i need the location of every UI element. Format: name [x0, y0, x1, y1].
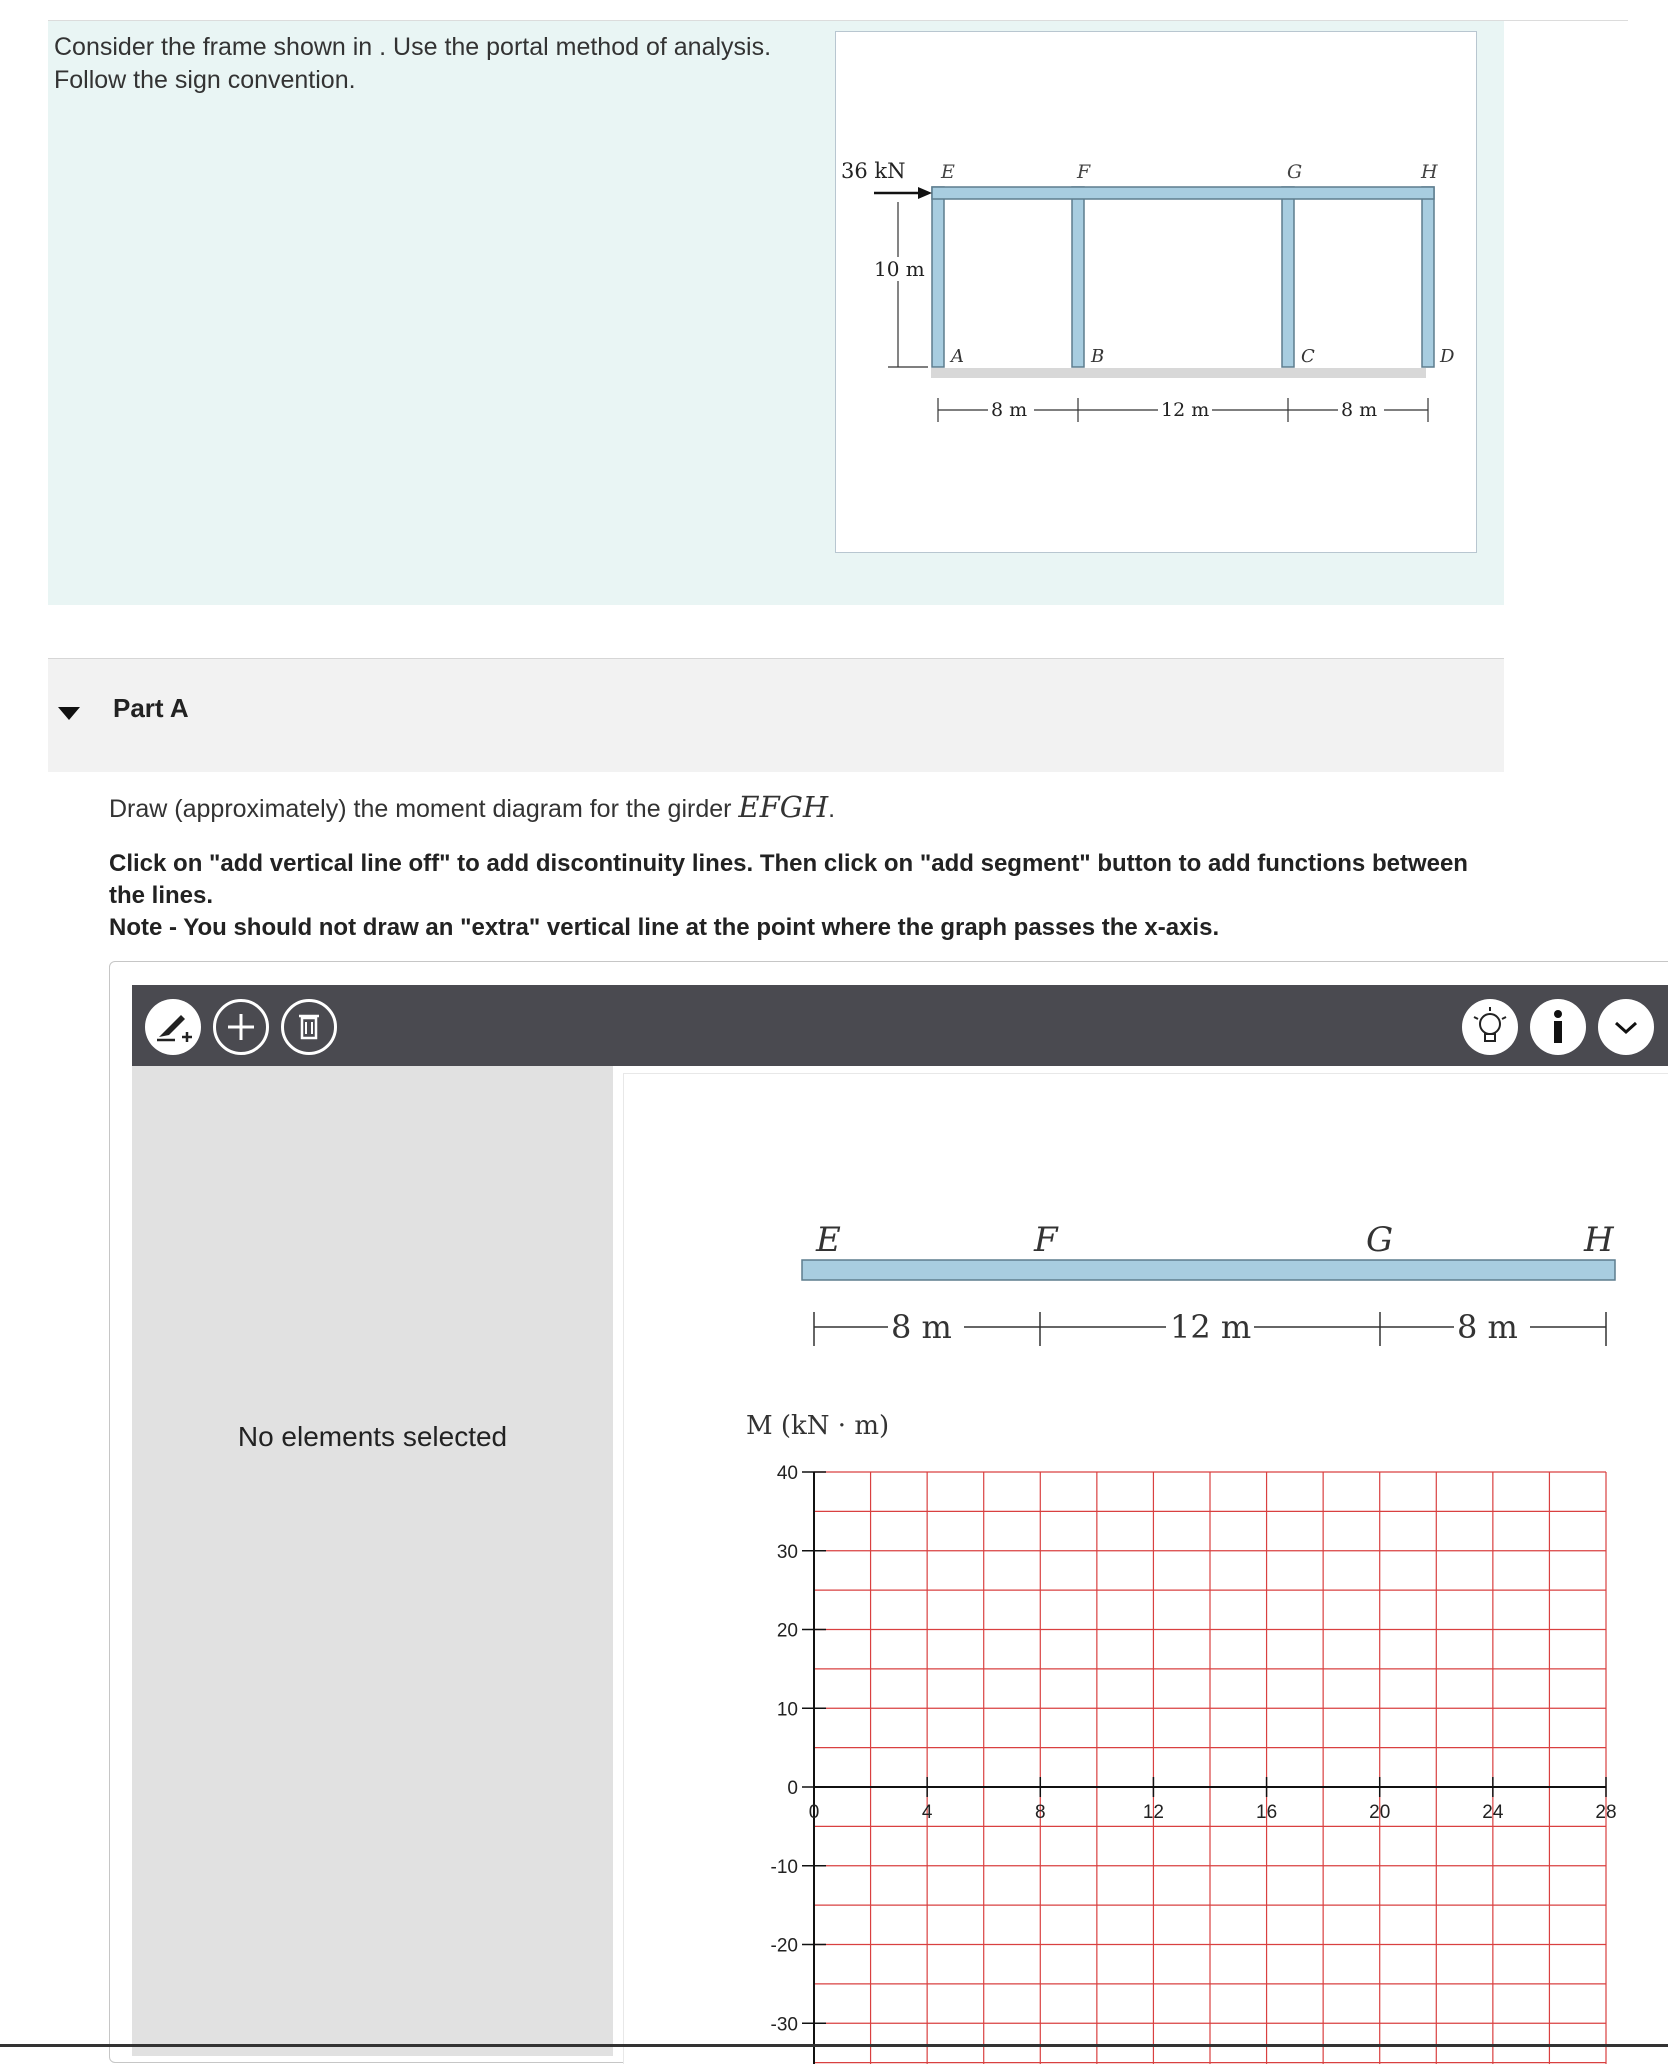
joint-label-e: E — [941, 161, 955, 183]
problem-intro — [48, 21, 1504, 605]
load-arrowhead — [918, 187, 932, 199]
joint-label-f: F — [1077, 161, 1091, 183]
add-vertical-line-button[interactable] — [145, 999, 201, 1055]
chevron-down-icon — [1598, 999, 1654, 1055]
delete-button[interactable] — [281, 999, 337, 1055]
add-segment-button[interactable] — [213, 999, 269, 1055]
y-tick-label: 30 — [776, 1541, 798, 1563]
y-tick-label: 20 — [776, 1620, 798, 1642]
more-button[interactable] — [1598, 999, 1654, 1055]
y-tick-label: -20 — [770, 1935, 798, 1957]
x-tick-label: 28 — [1595, 1802, 1617, 1823]
beam-efgh — [802, 1260, 1615, 1280]
y-tick-label: -10 — [770, 1856, 798, 1878]
x-tick-label: 24 — [1482, 1802, 1504, 1823]
collapse-triangle-icon[interactable] — [56, 701, 82, 727]
properties-panel — [132, 1066, 613, 2056]
column-dh — [1422, 187, 1434, 367]
prompt-text: Draw (approximately) the moment diagram for the girder — [109, 795, 732, 823]
girder-efgh — [932, 187, 1434, 199]
span-label-1: 8 m — [991, 399, 1028, 421]
ground-hatch — [931, 368, 1426, 378]
part-prompt — [109, 790, 835, 824]
part-a-header[interactable] — [48, 658, 1504, 772]
joint-label-b: B — [1091, 346, 1105, 367]
beam-span-label-3: 8 m — [1457, 1308, 1518, 1346]
span-label-3: 8 m — [1341, 399, 1378, 421]
beam-label-g: G — [1366, 1220, 1394, 1260]
graph-toolbar — [132, 985, 1668, 1066]
y-tick-label: 10 — [776, 1699, 798, 1721]
instruction-line-1: Click on "add vertical line off" to add discontinuity lines. Then click on "add segment" button to add functions between the lines. — [109, 850, 1468, 909]
beam-span-label-2: 12 m — [1170, 1308, 1252, 1346]
lightbulb-icon — [1462, 999, 1518, 1055]
prompt-period: . — [828, 795, 836, 823]
joint-label-c: C — [1301, 346, 1315, 367]
pen-plus-icon — [145, 999, 201, 1055]
graph-canvas[interactable] — [623, 1073, 1668, 2064]
joint-label-g: G — [1287, 161, 1303, 183]
intro-line-2: Follow the sign convention. — [54, 66, 356, 94]
trash-icon — [284, 1002, 334, 1052]
y-tick-label: 40 — [776, 1463, 798, 1484]
x-tick-label: 20 — [1369, 1802, 1391, 1823]
moment-graph[interactable] — [624, 1074, 1668, 2064]
beam-label-h: H — [1584, 1220, 1614, 1260]
prompt-math: EFGH — [738, 790, 829, 824]
plus-icon — [216, 1002, 266, 1052]
x-tick-label: 4 — [921, 1802, 933, 1823]
joint-label-h: H — [1421, 161, 1438, 183]
info-icon — [1530, 999, 1586, 1055]
frame-figure — [835, 31, 1477, 553]
joint-label-d: D — [1440, 346, 1455, 367]
beam-label-f: F — [1034, 1220, 1058, 1260]
intro-text — [54, 31, 854, 97]
joint-label-a: A — [951, 346, 964, 367]
instruction-line-2: Note - You should not draw an "extra" vertical line at the point where the graph passes the x-axis. — [109, 914, 1220, 941]
beam-label-e: E — [816, 1220, 841, 1260]
beam-span-label-1: 8 m — [891, 1308, 952, 1346]
no-selection-label: No elements selected — [237, 1421, 508, 1452]
load-label: 36 kN — [841, 159, 906, 183]
y-tick-label: -30 — [770, 2014, 798, 2036]
intro-line-1: Consider the frame shown in . Use the portal method of analysis. — [54, 33, 772, 61]
info-button[interactable] — [1530, 999, 1586, 1055]
x-tick-label: 8 — [1034, 1802, 1046, 1823]
axis-layer — [771, 1463, 1617, 2064]
y-tick-label: 0 — [787, 1778, 798, 1799]
grid-layer — [814, 1472, 1606, 2064]
height-label: 10 m — [874, 257, 925, 281]
column-bf — [1072, 187, 1084, 367]
x-tick-label: 0 — [808, 1802, 820, 1823]
instructions — [109, 848, 1509, 944]
x-tick-label: 12 — [1142, 1802, 1164, 1823]
column-cg — [1282, 187, 1294, 367]
part-title: Part A — [113, 693, 189, 723]
span-label-2: 12 m — [1161, 399, 1210, 421]
x-tick-label: 16 — [1256, 1802, 1278, 1823]
column-ae — [932, 187, 944, 367]
hint-button[interactable] — [1462, 999, 1518, 1055]
y-axis-label: M (kN · m) — [746, 1411, 890, 1441]
